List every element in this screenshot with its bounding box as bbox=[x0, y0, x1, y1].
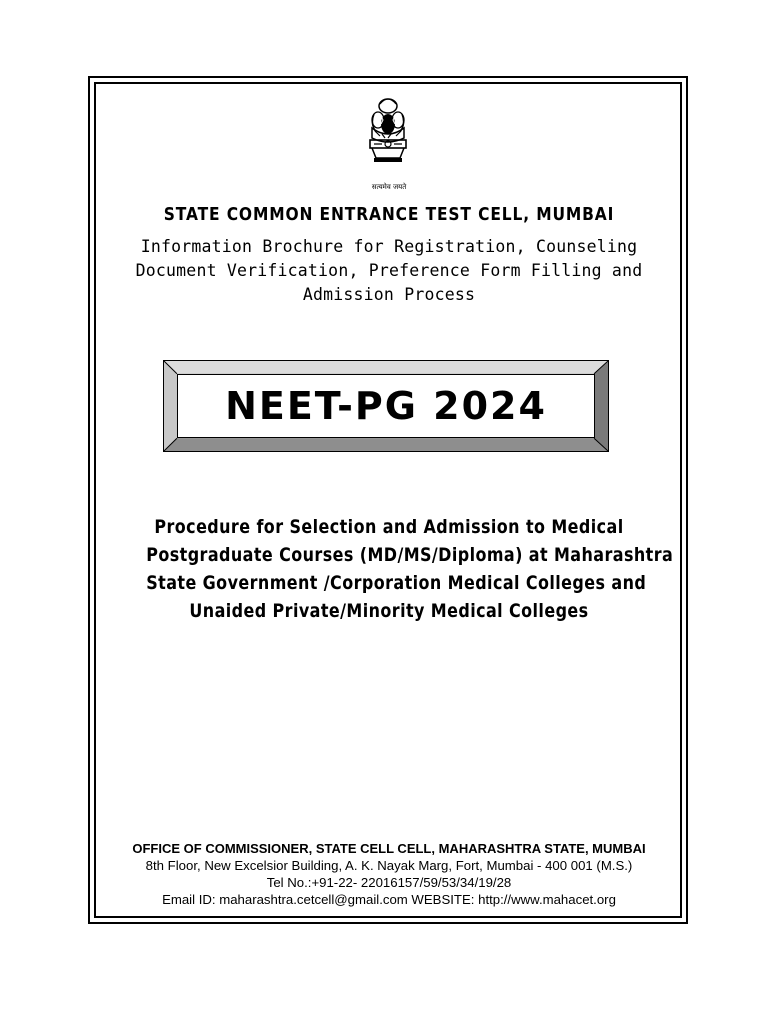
exam-title: NEET-PG 2024 bbox=[225, 384, 547, 428]
office-address: 8th Floor, New Excelsior Building, A. K. Nayak Marg, Fort, Mumbai - 400 001 (M.S.) bbox=[145, 858, 633, 873]
footer-contact bbox=[100, 840, 678, 908]
procedure-line: Postgraduate Courses (MD/MS/Diploma) at Maharashtra bbox=[146, 544, 674, 566]
procedure-line: State Government /Corporation Medical Colleges and bbox=[146, 572, 647, 594]
brochure-line: Document Verification, Preference Form Filling and bbox=[135, 261, 643, 280]
procedure-heading bbox=[100, 513, 678, 625]
brochure-subtitle bbox=[100, 235, 678, 307]
procedure-line: Unaided Private/Minority Medical Colleges bbox=[189, 600, 589, 622]
org-title: STATE COMMON ENTRANCE TEST CELL, MUMBAI bbox=[163, 204, 615, 225]
office-telephone: Tel No.:+91-22- 22016157/59/53/34/19/28 bbox=[266, 875, 512, 890]
procedure-line: Procedure for Selection and Admission to Medical bbox=[154, 516, 624, 538]
brochure-line: Information Brochure for Registration, Counseling bbox=[140, 237, 638, 256]
exam-title-box bbox=[177, 374, 595, 438]
exam-title-frame bbox=[163, 360, 609, 452]
office-name: OFFICE OF COMMISSIONER, STATE CELL CELL, MAHARASHTRA STATE, MUMBAI bbox=[132, 841, 646, 856]
brochure-line: Admission Process bbox=[302, 285, 476, 304]
emblem-motto: सत्यमेव जयते bbox=[371, 183, 407, 191]
office-email-website: Email ID: maharashtra.cetcell@gmail.com WEBSITE: http://www.mahacet.org bbox=[162, 892, 616, 907]
